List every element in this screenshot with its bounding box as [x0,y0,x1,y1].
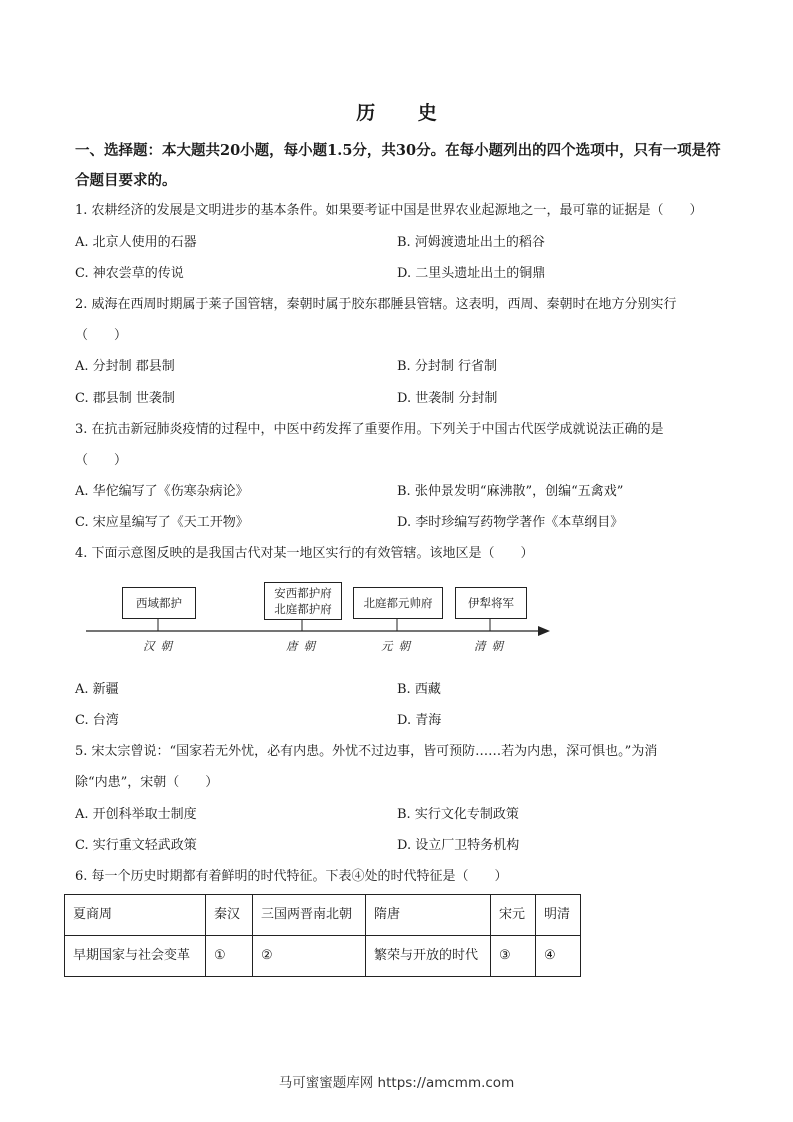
section-header: 一、选择题：本大题共20小题，每小题1.5分，共30分。在每小题列出的四个选项中，只有一项是符合题目要求的。 [75,142,721,189]
table-cell: 早期国家与社会变革 [65,936,206,977]
page-title: 历 史 [356,102,455,124]
q1-option-c: C. 神农尝草的传说 [75,266,184,281]
table-header-cell: 隋唐 [366,895,491,936]
q4-option-a: A. 新疆 [75,682,119,697]
timeline-label-tang: 唐朝 [286,639,321,653]
table-header-cell: 三国两晋南北朝 [253,895,366,936]
q2-option-a: A. 分封制 郡县制 [75,359,175,374]
q4-option-b: B. 西藏 [397,682,441,697]
q4-option-c: C. 台湾 [75,713,119,728]
timeline-box-han-text: 西域都护 [136,596,182,610]
era-table [64,894,581,977]
question-3-stem-cont: （ ） [75,453,128,468]
q1-option-b: B. 河姆渡遗址出土的稻谷 [397,235,545,250]
footer-watermark: 马可蜜蜜题库网 https://amcmm.com [278,1075,515,1091]
question-5-stem-cont: 除“内患”，宋朝（ ） [75,775,219,790]
timeline-box-tang-line2: 北庭都护府 [274,602,332,616]
timeline-box-yuan [353,587,443,619]
timeline-box-tang [264,582,342,620]
timeline-box-tang-line1: 安西都护府 [274,586,332,600]
question-5-stem: 5. 宋太宗曾说：“国家若无外忧，必有内患。外忧不过边事，皆可预防……若为内患，深可惧也。”为消 [75,744,658,759]
table-cell: ③ [491,936,536,977]
timeline-arrow [538,626,550,636]
table-header-cell: 明清 [536,895,581,936]
table-cell: 繁荣与开放的时代 [366,936,491,977]
q5-option-a: A. 开创科举取士制度 [75,807,197,822]
timeline-label-qing: 清朝 [474,639,509,653]
q5-option-b: B. 实行文化专制政策 [397,807,519,822]
timeline-label-han: 汉朝 [143,639,178,653]
q2-option-c: C. 郡县制 世袭制 [75,391,175,406]
question-1-stem: 1. 农耕经济的发展是文明进步的基本条件。如果要考证中国是世界农业起源地之一，最可靠的证据是（ ） [75,203,703,218]
q1-option-d: D. 二里头遗址出土的铜鼎 [397,266,546,281]
question-2-stem: 2. 威海在西周时期属于莱子国管辖，秦朝时属于胶东郡腄县管辖。这表明，西周、秦朝时在地方分别实行 [75,297,677,312]
table-header-cell: 秦汉 [206,895,253,936]
table-cell: ① [206,936,253,977]
table-row [65,936,581,977]
table-header-cell: 夏商周 [65,895,206,936]
q1-option-a: A. 北京人使用的石器 [75,235,197,250]
question-2-stem-cont: （ ） [75,328,128,343]
timeline-box-yuan-text: 北庭都元帅府 [363,596,433,610]
timeline-label-yuan: 元朝 [381,639,416,653]
table-row [65,895,581,936]
table-cell: ② [253,936,366,977]
timeline-box-qing [455,587,527,619]
question-6-stem: 6. 每一个历史时期都有着鲜明的时代特征。下表④处的时代特征是（ ） [75,869,508,884]
q3-option-b: B. 张仲景发明“麻沸散”，创编“五禽戏” [397,484,624,499]
q2-option-b: B. 分封制 行省制 [397,359,497,374]
q3-option-c: C. 宋应星编写了《天工开物》 [75,515,249,530]
q5-option-d: D. 设立厂卫特务机构 [397,838,520,853]
question-4-stem: 4. 下面示意图反映的是我国古代对某一地区实行的有效管辖。该地区是（ ） [75,546,534,561]
timeline-box-han [122,587,196,619]
q4-option-d: D. 青海 [397,713,442,728]
question-3-stem: 3. 在抗击新冠肺炎疫情的过程中，中医中药发挥了重要作用。下列关于中国古代医学成就说法正确的是 [75,422,664,437]
q3-option-a: A. 华佗编写了《伤寒杂病论》 [75,484,249,499]
q2-option-d: D. 世袭制 分封制 [397,391,498,406]
timeline-box-qing-text: 伊犁将军 [468,596,514,610]
q5-option-c: C. 实行重文轻武政策 [75,838,197,853]
table-cell: ④ [536,936,581,977]
table-header-cell: 宋元 [491,895,536,936]
q3-option-d: D. 李时珍编写药物学著作《本草纲目》 [397,515,624,530]
